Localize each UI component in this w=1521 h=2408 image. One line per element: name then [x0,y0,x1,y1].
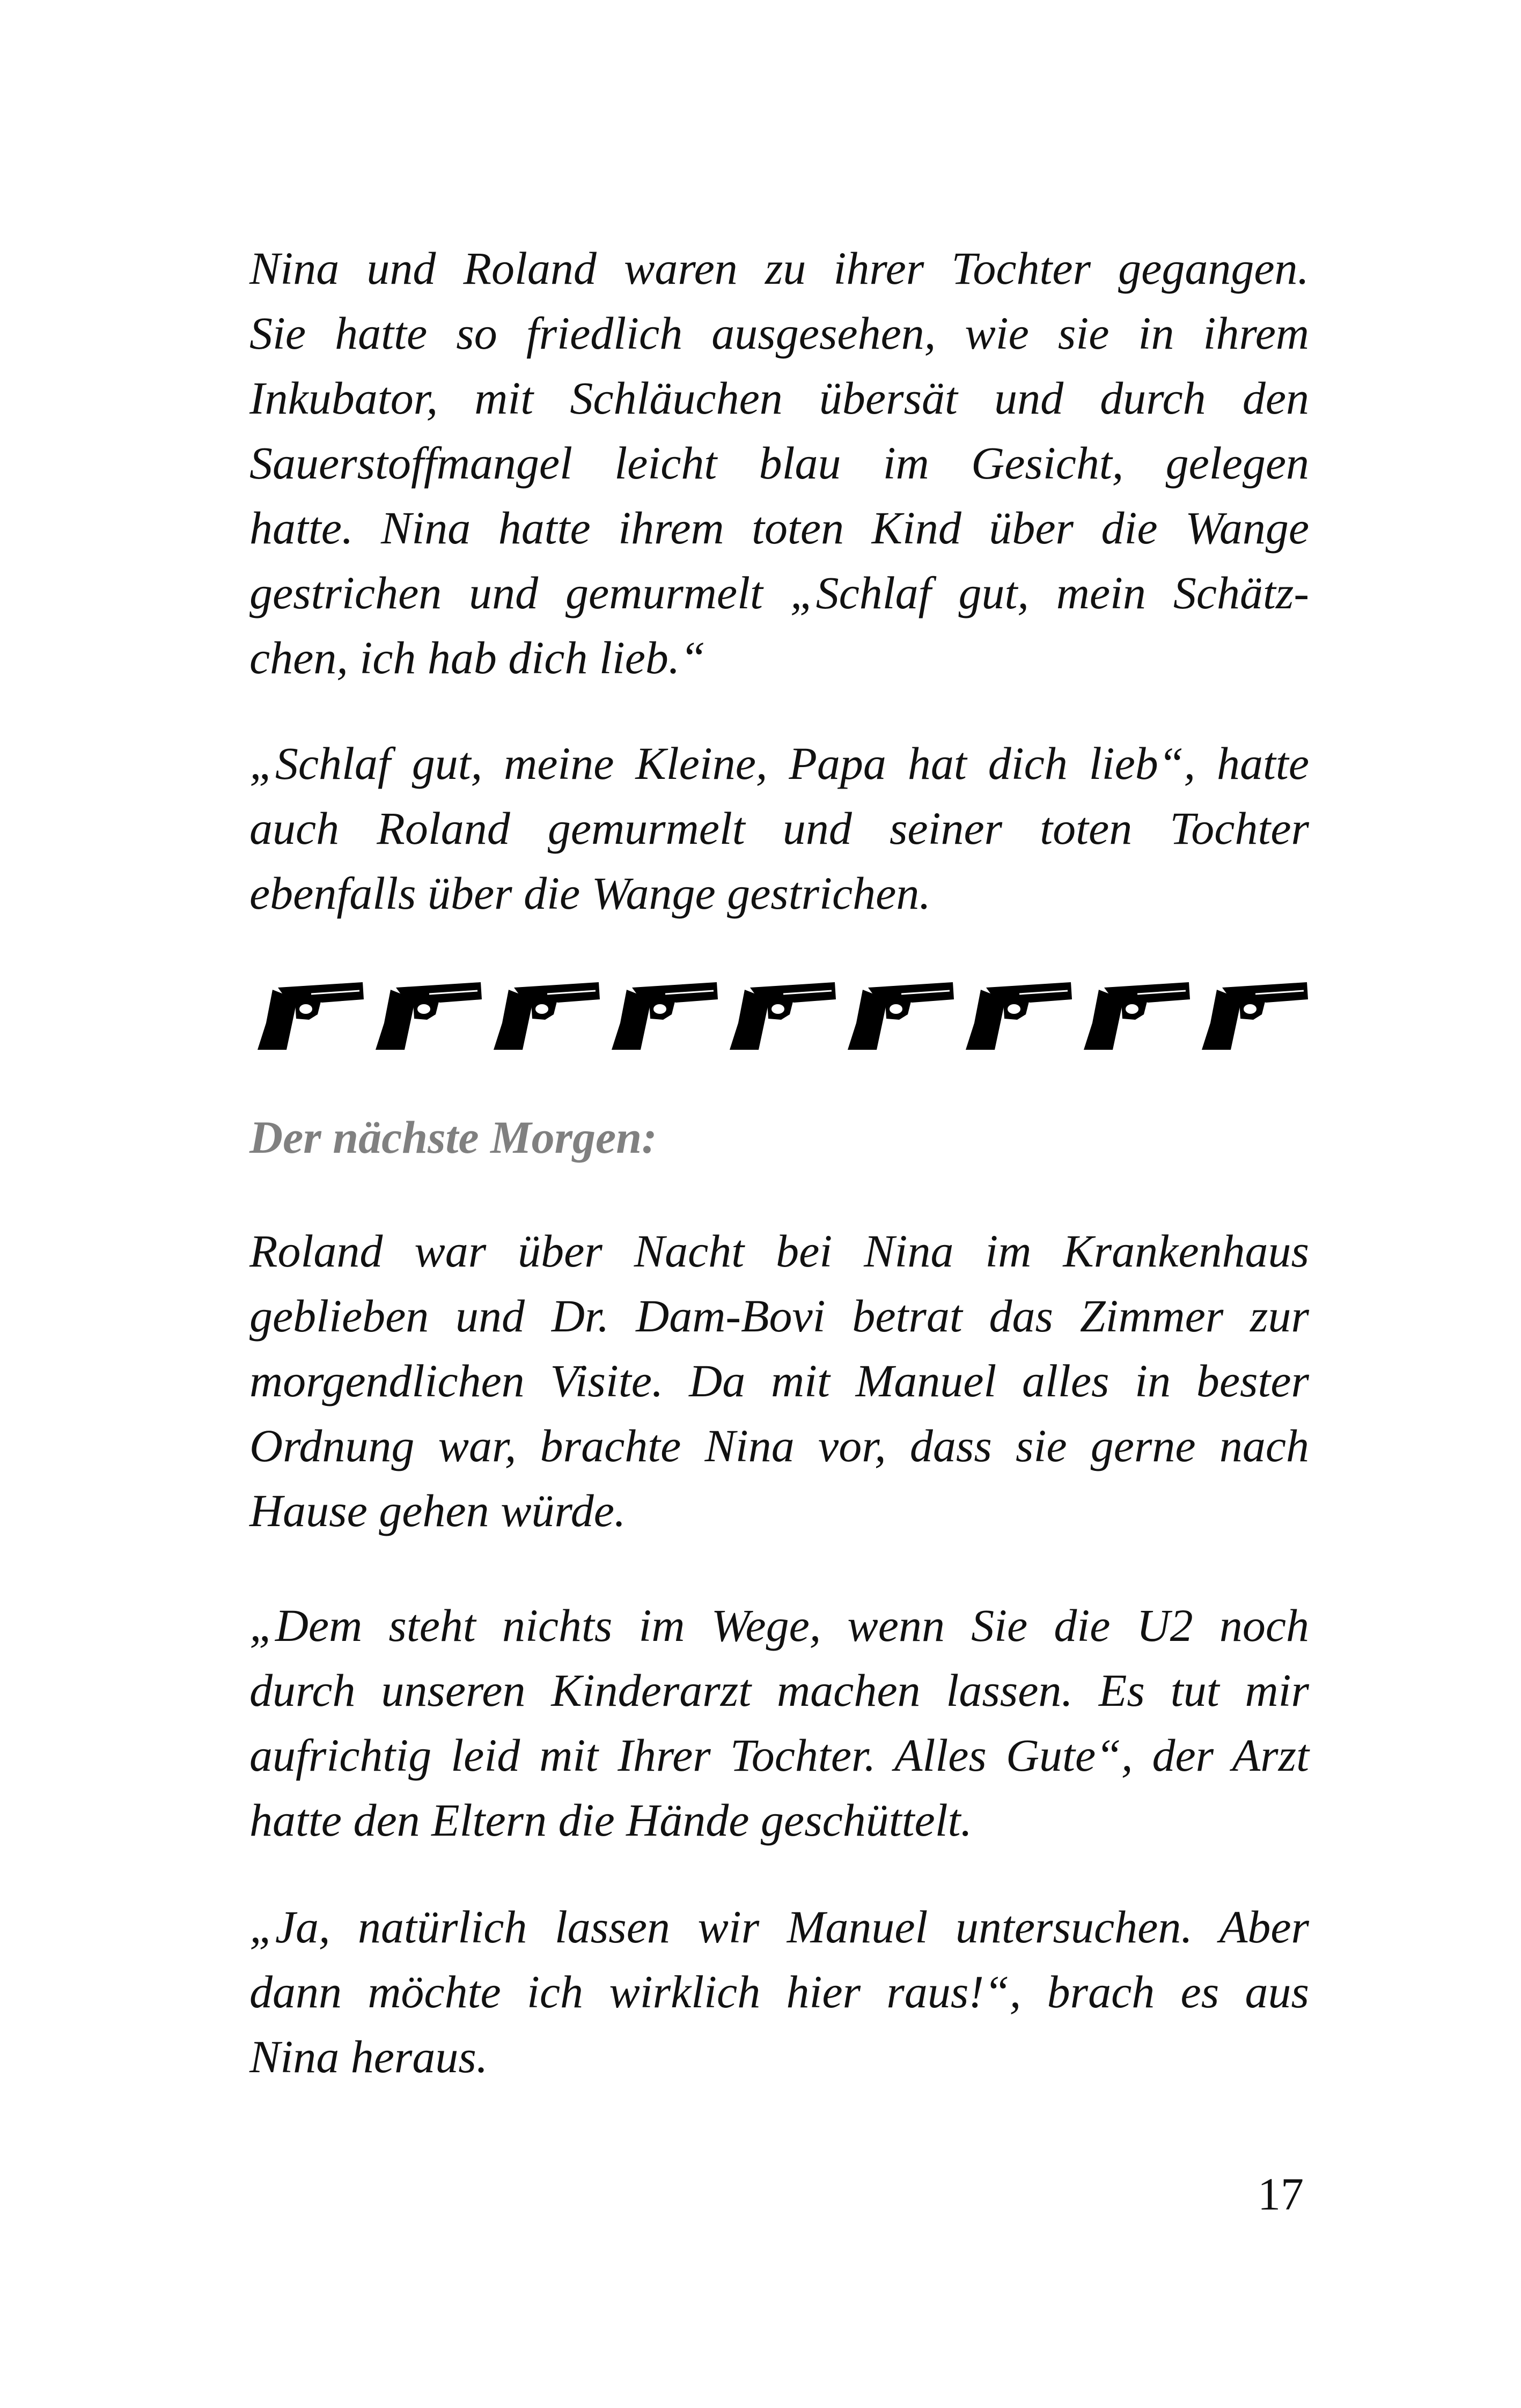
text-line: hatte. Nina hatte ihrem toten Kind über die Wange [249,502,1309,554]
text-line: aufrichtig leid mit Ihrer Tochter. Alles Gute“, der Arzt [249,1729,1309,1781]
paragraph-2 [249,731,1309,926]
scene-divider [258,975,1309,1056]
pistol-icon [1202,978,1309,1053]
page-number: 17 [1258,2168,1304,2220]
text-line: auch Roland gemurmelt und seiner toten Tochter [249,802,1309,854]
pistol-icon [848,978,955,1053]
paragraph-4 [249,1593,1309,1853]
text-line: Hause gehen würde. [249,1485,626,1536]
paragraph-3 [249,1219,1309,1543]
text-line: „Dem steht nichts im Wege, wenn Sie die U2 noch [249,1600,1309,1651]
text-line: ebenfalls über die Wange gestrichen. [249,867,931,919]
text-line: Roland war über Nacht bei Nina im Krankenhaus [249,1225,1309,1277]
text-line: chen, ich hab dich lieb.“ [249,632,706,683]
pistol-icon [730,978,837,1053]
pistol-icon [612,978,719,1053]
text-line: „Schlaf gut, meine Kleine, Papa hat dich lieb“, hatte [249,738,1309,789]
paragraph-1 [249,236,1309,690]
text-line: durch unseren Kinderarzt machen lassen. Es tut mir [249,1665,1309,1716]
text-line: dann möchte ich wirklich hier raus!“, brach es aus [249,1966,1309,2017]
scene-heading: Der nächste Morgen: [249,1111,657,1163]
text-line: Nina und Roland waren zu ihrer Tochter gegangen. [249,242,1309,294]
pistol-icon [966,978,1073,1053]
text-line: Nina heraus. [249,2031,488,2082]
text-line: Sauerstoffmangel leicht blau im Gesicht, gelegen [249,437,1309,489]
text-line: gestrichen und gemurmelt „Schlaf gut, mein Schätz- [249,567,1309,618]
text-line: „Ja, natürlich lassen wir Manuel untersuchen. Aber [249,1901,1309,1953]
pistol-icon [376,978,483,1053]
text-line: geblieben und Dr. Dam-Bovi betrat das Zimmer zur [249,1290,1309,1342]
text-line: Ordnung war, brachte Nina vor, dass sie gerne nach [249,1420,1309,1471]
text-line: morgendlichen Visite. Da mit Manuel alles in bester [249,1355,1309,1406]
pistol-icon [494,978,601,1053]
pistol-icon [258,978,365,1053]
text-line: Inkubator, mit Schläuchen übersät und durch den [249,372,1309,424]
text-line: hatte den Eltern die Hände geschüttelt. [249,1794,972,1846]
text-line: Sie hatte so friedlich ausgesehen, wie sie in ihrem [249,307,1309,359]
pistol-icon [1084,978,1191,1053]
paragraph-5 [249,1895,1309,2089]
